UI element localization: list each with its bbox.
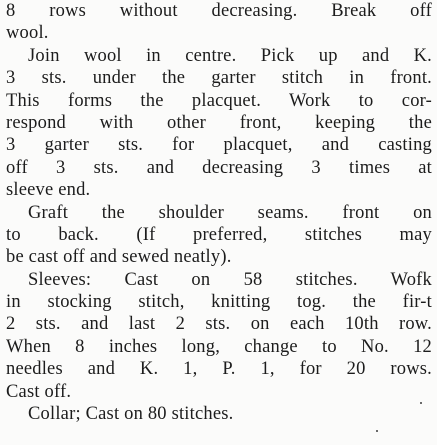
- text-line: respond with other front, keeping the: [6, 112, 432, 133]
- print-speck: [420, 402, 422, 404]
- print-speck: [376, 430, 378, 432]
- text-line: Join wool in centre. Pick up and K.: [28, 45, 432, 66]
- text-line: Cast off.: [6, 381, 72, 402]
- text-line: off 3 sts. and decreasing 3 times at: [6, 157, 432, 178]
- text-line: This forms the placquet. Work to cor-: [6, 90, 432, 111]
- knitting-instructions-column: [6, 0, 432, 425]
- text-line: be cast off and sewed neatly).: [6, 247, 232, 268]
- text-line: Graft the shoulder seams. front on: [28, 202, 432, 223]
- text-line: to back. (If preferred, stitches may: [6, 224, 432, 245]
- text-line: When 8 inches long, change to No. 12: [6, 336, 432, 357]
- text-line: 3 garter sts. for placquet, and casting: [6, 135, 432, 156]
- text-line: sleeve end.: [6, 180, 91, 201]
- text-line: 2 sts. and last 2 sts. on each 10th row.: [6, 314, 432, 335]
- text-line: wool.: [6, 23, 49, 44]
- text-line: in stocking stitch, knitting tog. the fir-t: [6, 292, 432, 313]
- text-line: Collar; Cast on 80 stitches.: [28, 404, 234, 425]
- text-line: 8 rows without decreasing. Break off: [6, 1, 432, 21]
- text-line: needles and K. 1, P. 1, for 20 rows.: [6, 359, 432, 380]
- text-line: Sleeves: Cast on 58 stitches. Wofk: [28, 269, 432, 290]
- text-line: 3 sts. under the garter stitch in front.: [6, 68, 432, 89]
